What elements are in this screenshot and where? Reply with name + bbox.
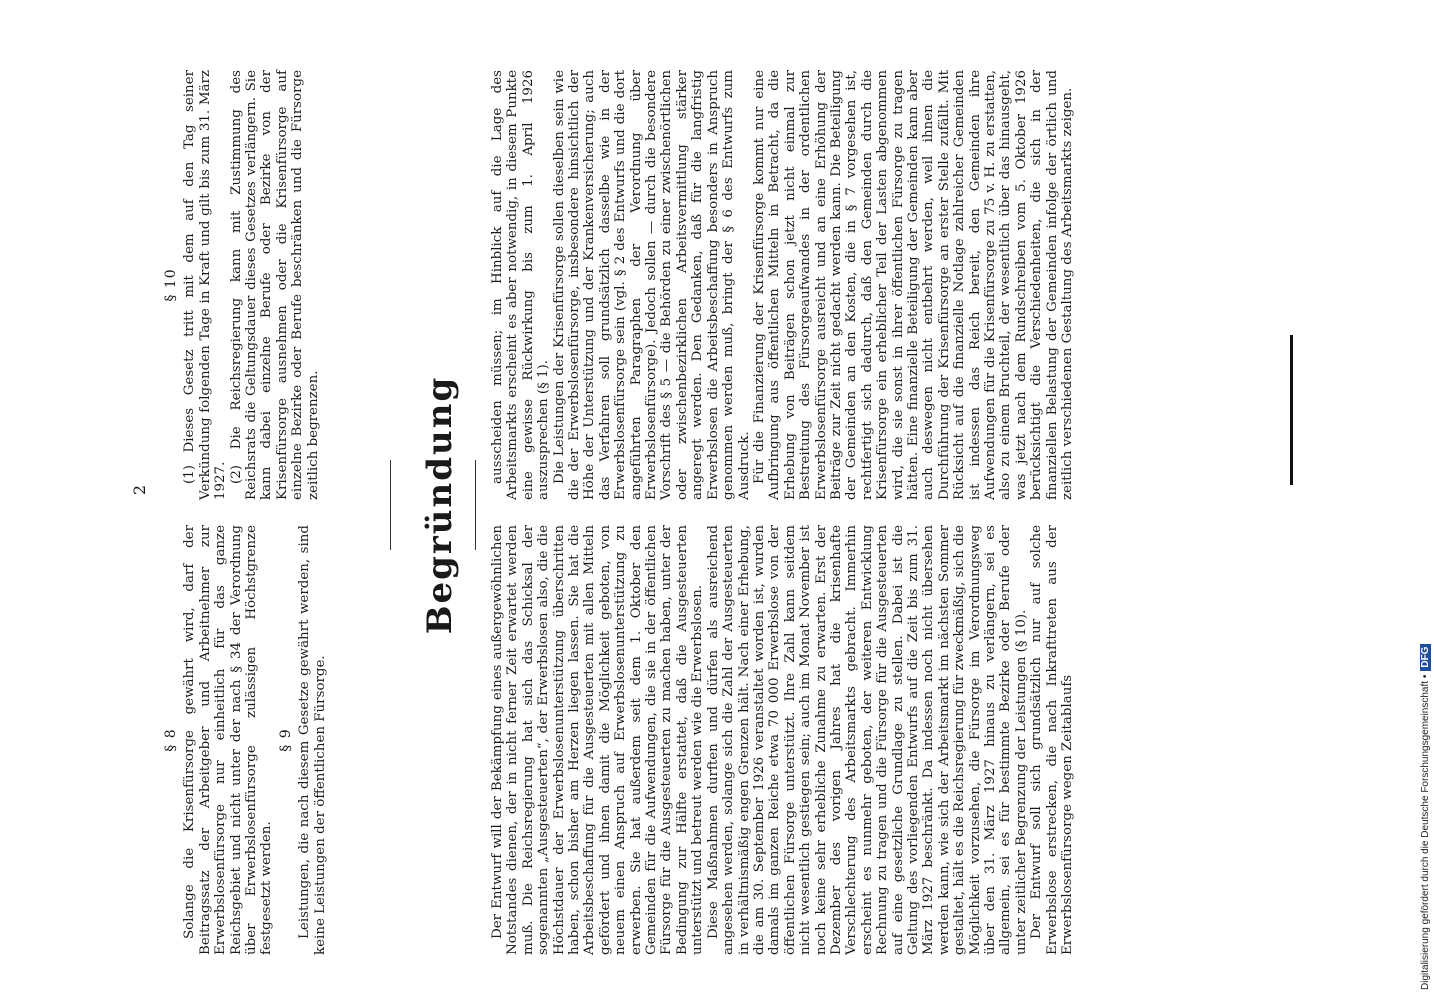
sections-column-right (160, 70, 321, 500)
end-rule (1290, 335, 1293, 485)
divider-rule-2 (475, 460, 476, 550)
begruendung-paragraph: Der Entwurf will der Bekämpfung eines außergewöhnlichen Notstandes dienen, der in nicht ferner Zeit erwartet werden muß. Die Reichsregierung hat sich das Schicksal der sogenannten „Ausgesteuerten“, der Erwerbslosen also, die die Höchstdauer der Erwerbslosenunterstützung überschritten haben, schon bisher am Herzen liegen lassen. Sie hat die Arbeitsbeschaffung für die Ausgesteuerten mit allen Mitteln gefördert und ihnen damit die Möglichkeit geboten, von neuem einen Anspruch auf Erwerbslosenunterstützung zu erwerben. Sie hat außerdem seit dem 1. Oktober den Gemeinden für die Aufwendungen, die sie in der öffentlichen Fürsorge für die Ausgesteuerten zu machen haben, unter der Bedingung zur Hälfte erstattet, daß die Ausgesteuerten unterstützt und betreut werden wie die Erwerbslosen. (490, 525, 706, 955)
begruendung-paragraph: Der Entwurf soll sich grundsätzlich nur auf solche Erwerbslose erstrecken, die nach Inkrafttreten aus der Erwerbslosenfürsorge wegen Zeitablaufs (1029, 525, 1076, 955)
digitization-credit (1420, 10, 1434, 990)
sections-column-left (160, 525, 328, 955)
section-10-para-1: (1) Dieses Gesetz tritt mit dem auf den Tag seiner Verkündung folgenden Tage in Kraft und gilt bis zum 31. März 1927. (182, 70, 229, 500)
section-9-title: § 9 (277, 728, 294, 752)
begruendung-paragraph: Diese Maßnahmen durften und dürfen als ausreichend angesehen werden, solange sich die Zahl der Ausgesteuerten in verhältnismäßig engen Grenzen hält. Nach einer Erhebung, die am 30. September 1926 veranstaltet worden ist, wurden damals im ganzen Reiche etwa 70 000 Erwerbslose von der öffentlichen Fürsorge unterstützt. Ihre Zahl kann seitdem nicht wesentlich gestiegen sein; auch im Monat November ist noch keine sehr erhebliche Zunahme zu erwarten. Erst der Dezember des vorigen Jahres hat die krisenhafte Verschlechterung des Arbeitsmarkts gebracht. Immerhin erscheint es nunmehr geboten, der weiteren Entwicklung Rechnung zu tragen und die Fürsorge für die Ausgesteuerten auf eine gesetzliche Grundlage zu stellen. Dabei ist die Geltung des vorliegenden Entwurfs auf die Zeit bis zum 31. März 1927 beschränkt. Da indessen noch nicht übersehen werden kann, wie sich der Arbeitsmarkt im nächsten Sommer gestaltet, hält es die Reichsregierung für zweckmäßig, sich die Möglichkeit vorzusehen, die Fürsorge im Verordnungsweg über den 31. März 1927 hinaus zu verlängern, sei es allgemein, sei es für bestimmte Bezirke oder Berufe oder unter zeitlicher Begrenzung der Leistungen (§ 10). (705, 525, 1029, 955)
page-number: 2 (130, 484, 149, 496)
begruendung-column-left (490, 525, 1075, 955)
dfg-logo: DFG (1420, 644, 1431, 671)
section-9-text: Leistungen, die nach diesem Gesetze gewährt werden, sind keine Leistungen der öffentlichen Fürsorge. (297, 525, 328, 955)
begruendung-paragraph: Die Leistungen der Krisenfürsorge sollen dieselben sein wie die der Erwerbslosenfürsorge, insbesondere hinsichtlich der Höhe der Unterstützung und der Krankenversicherung; auch das Verfahren soll grundsätzlich dasselbe wie in der Erwerbslosenfürsorge sein (vgl. § 2 des Entwurfs und die dort angeführten Paragraphen der Verordnung über Erwerbslosenfürsorge). Jedoch sollen — durch die besondere Vorschrift des § 5 — die Behörden zu einer zwischenörtlichen oder zwischenbezirklichen Arbeitsvermittlung stärker angeregt werden. Den Gedanken, daß für die langfristig Erwerbslosen die Arbeitsbeschaffung besonders in Anspruch genommen werden muß, bringt der § 6 des Entwurfs zum Ausdruck. (551, 70, 752, 500)
begruendung-paragraph: ausscheiden müssen; im Hinblick auf die Lage des Arbeitsmarkts erscheint es aber notwendig, in diesem Punkte eine gewisse Rückwirkung bis zum 1. April 1926 auszusprechen (§ 1). (490, 70, 552, 500)
section-8-text: Solange die Krisenfürsorge gewährt wird, darf der Beitragssatz der Arbeitgeber und Arbeitnehmer zur Erwerbslosenfürsorge nur einheitlich für das ganze Reichsgebiet und nicht unter der nach § 34 der Verordnung über Erwerbslosenfürsorge zulässigen Höchstgrenze festgesetzt werden. (182, 525, 275, 955)
section-10-title: § 10 (163, 268, 179, 302)
rotated-page-content (120, 55, 1410, 955)
divider-rule (390, 460, 391, 550)
begruendung-paragraph: Für die Finanzierung der Krisenfürsorge kommt nur eine Aufbringung aus öffentlichen Mitteln in Betracht, da die Erhebung von Beiträgen schon jetzt nicht einmal zur Bestreitung des Fürsorgeaufwandes in der ordentlichen Erwerbslosenfürsorge ausreicht und an eine Erhöhung der Beiträge zur Zeit nicht gedacht werden kann. Die Beteiligung der Gemeinden an den Kosten, die in § 7 vorgesehen ist, rechtfertigt sich dadurch, daß den Gemeinden durch die Krisenfürsorge ein erheblicher Teil der Lasten abgenommen wird, die sie sonst in ihrer öffentlichen Fürsorge zu tragen hätten. Eine finanzielle Beteiligung der Gemeinden kann aber auch deswegen nicht entbehrt werden, weil ihnen die Durchführung der Krisenfürsorge an erster Stelle zufällt. Mit Rücksicht auf die finanzielle Notlage zahlreicher Gemeinden ist indessen das Reich bereit, den Gemeinden ihre Aufwendungen für die Krisenfürsorge zu 75 v. H. zu erstatten, also zu einem Bruchteil, der wesentlich über das hinausgeht, was jetzt nach dem Rundschreiben vom 5. Oktober 1926 berücksichtigt die Verschiedenheiten, die sich in der finanziellen Belastung der Gemeinden infolge der örtlich und zeitlich verschiedenen Gestaltung des Arbeitsmarkts zeigen. (751, 70, 1076, 500)
section-8-title: § 8 (163, 728, 179, 752)
section-10-para-2: (2) Die Reichsregierung kann mit Zustimmung des Reichsrats die Geltungsdauer dieses Gesetzes verlängern. Sie kann dabei einzelne Berufe oder Bezirke von der Krisenfürsorge ausnehmen oder die Krisenfürsorge auf einzelne Bezirke oder Berufe beschränken und die Fürsorge zeitlich begrenzen. (228, 70, 321, 500)
begruendung-column-right (490, 70, 1075, 500)
heading-begruendung: Begründung (420, 375, 460, 635)
credit-text: Digitalisierung gefördert durch die Deutsche Forschungsgemeinschaft • (1420, 674, 1431, 990)
